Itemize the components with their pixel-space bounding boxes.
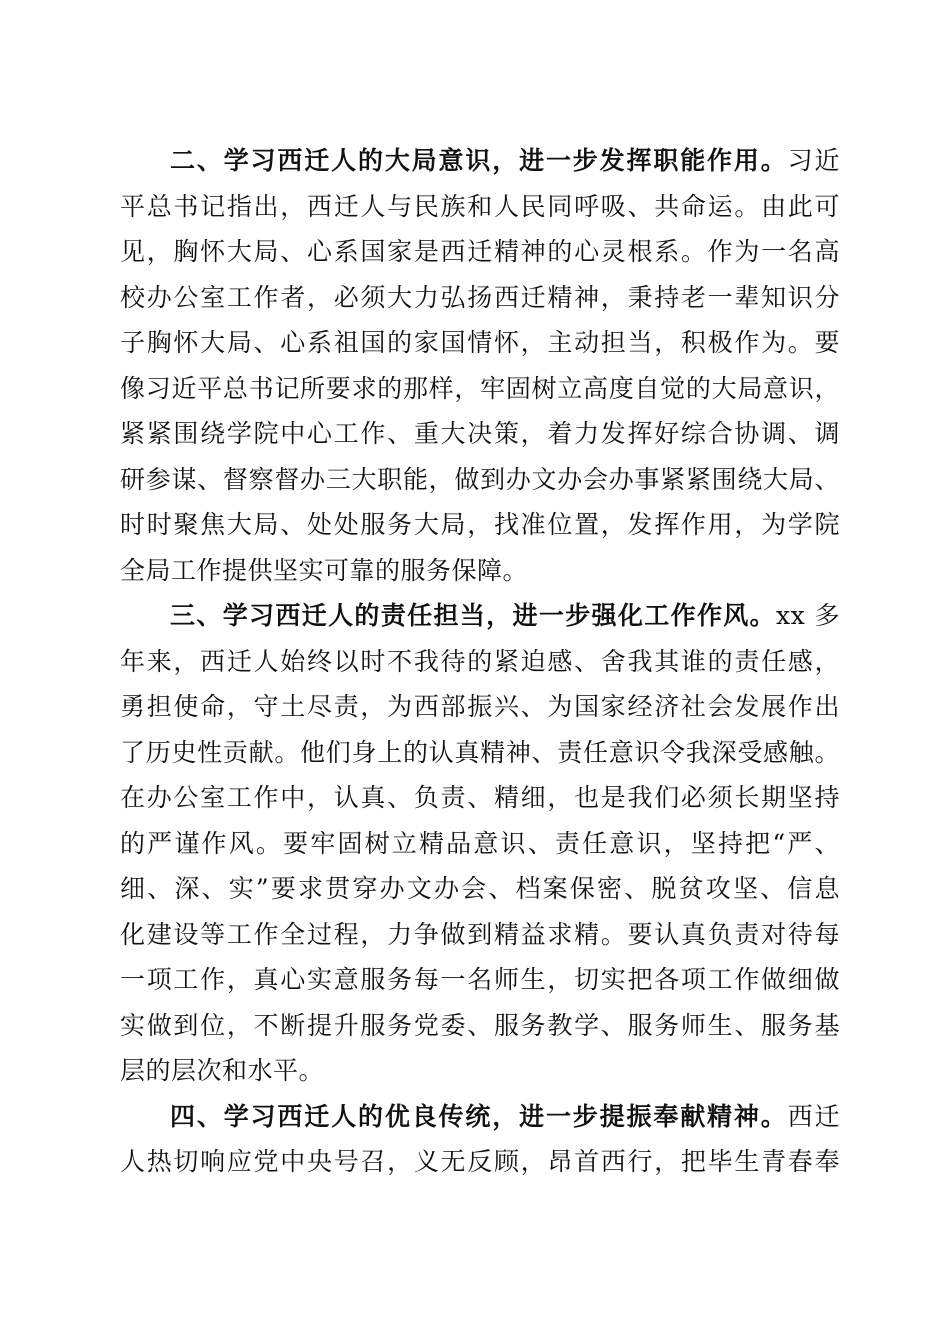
paragraph-line: 层的层次和水平。 xyxy=(120,1056,325,1085)
paragraph-2-text: 习近 xyxy=(787,146,840,175)
paragraph-4-heading: 四、学习西迁人的优良传统，进一步提振奉献精神。 xyxy=(170,1101,788,1131)
paragraph-4-line-1 xyxy=(120,1094,840,1140)
document-body xyxy=(120,138,840,1185)
paragraph-3-text: xx 多 xyxy=(775,601,840,630)
paragraph-2-line-1 xyxy=(120,138,840,184)
paragraph-line: 一项工作，真心实意服务每一名师生，切实把各项工作做细做 xyxy=(120,965,840,994)
paragraph-line: 平总书记指出，西迁人与民族和人民同呼吸、共命运。由此可 xyxy=(120,191,840,221)
paragraph-line: 勇担使命，守土尽责，为西部振兴、为国家经济社会发展作出 xyxy=(120,692,840,721)
paragraph-line: 研参谋、督察督办三大职能，做到办文办会办事紧紧围绕大局、 xyxy=(120,464,840,494)
paragraph-line: 时时聚焦大局、处处服务大局，找准位置，发挥作用，为学院 xyxy=(120,510,840,539)
paragraph-line: 细、深、实”要求贯穿办文办会、档案保密、脱贫攻坚、信息 xyxy=(120,874,840,903)
paragraph-4-text: 西迁 xyxy=(787,1101,840,1131)
paragraph-line: 全局工作提供坚实可靠的服务保障。 xyxy=(120,555,529,585)
paragraph-line: 在办公室工作中，认真、负责、精细，也是我们必须长期坚持 xyxy=(120,783,840,812)
paragraph-3-heading: 三、学习西迁人的责任担当，进一步强化工作作风。 xyxy=(170,601,776,630)
paragraph-line: 实做到位，不断提升服务党委、服务教学、服务师生、服务基 xyxy=(120,1010,840,1040)
paragraph-line: 化建设等工作全过程，力争做到精益求精。要认真负责对待每 xyxy=(120,919,840,949)
paragraph-line: 的严谨作风。要牢固树立精品意识、责任意识，坚持把“严、 xyxy=(120,828,840,858)
paragraph-line: 校办公室工作者，必须大力弘扬西迁精神，秉持老一辈知识分 xyxy=(120,282,840,312)
paragraph-line: 年来，西迁人始终以时不我待的紧迫感、舍我其谁的责任感， xyxy=(120,646,840,676)
paragraph-3-line-1 xyxy=(120,593,840,639)
paragraph-line: 像习近平总书记所要求的那样，牢固树立高度自觉的大局意识， xyxy=(120,373,840,403)
paragraph-line: 人热切响应党中央号召，义无反顾，昂首西行，把毕生青春奉 xyxy=(120,1147,840,1176)
paragraph-line: 了历史性贡献。他们身上的认真精神、责任意识令我深受感触。 xyxy=(120,737,840,767)
paragraph-line: 紧紧围绕学院中心工作、重大决策，着力发挥好综合协调、调 xyxy=(120,419,840,448)
paragraph-line: 子胸怀大局、心系祖国的家国情怀，主动担当，积极作为。要 xyxy=(120,328,840,357)
paragraph-line: 见，胸怀大局、心系国家是西迁精神的心灵根系。作为一名高 xyxy=(120,237,840,266)
paragraph-2-heading: 二、学习西迁人的大局意识，进一步发挥职能作用。 xyxy=(170,146,788,175)
